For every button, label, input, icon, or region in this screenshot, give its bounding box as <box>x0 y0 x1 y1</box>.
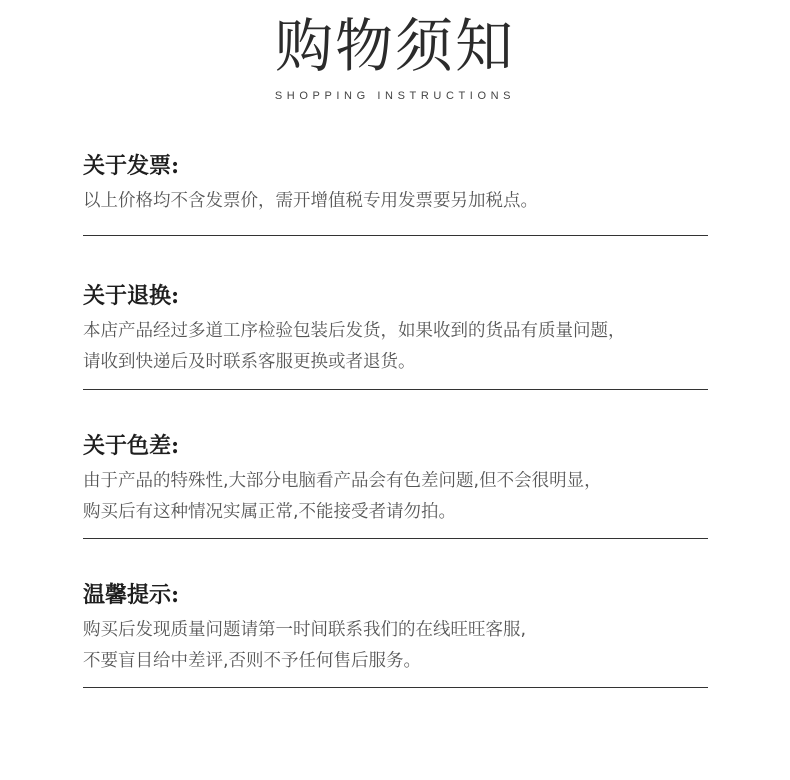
section-title-tips: 温馨提示: <box>83 582 180 608</box>
section-text-line: 由于产品的特殊性,大部分电脑看产品会有色差问题,但不会很明显， <box>83 471 602 491</box>
page-subtitle: SHOPPING INSTRUCTIONS <box>274 90 516 102</box>
section-text-line: 不要盲目给中差评,否则不予任何售后服务。 <box>83 651 422 671</box>
divider <box>83 389 708 390</box>
section-text-line: 以上价格均不含发票价，需开增值税专用发票要另加税点。 <box>83 191 538 211</box>
section-text-line: 请收到快递后及时联系客服更换或者退货。 <box>83 352 416 372</box>
divider <box>83 538 708 539</box>
section-color-difference <box>83 432 708 528</box>
section-invoice <box>83 152 708 217</box>
divider <box>83 687 708 688</box>
section-title-returns: 关于退换: <box>83 283 180 309</box>
section-text-line: 本店产品经过多道工序检验包装后发货，如果收到的货品有质量问题， <box>83 321 626 341</box>
section-text-line: 购买后有这种情况实属正常,不能接受者请勿拍。 <box>83 502 457 522</box>
page-title: 购物须知 <box>274 12 515 80</box>
section-title-color-difference: 关于色差: <box>83 433 180 459</box>
section-returns <box>83 282 708 378</box>
divider <box>83 235 708 236</box>
section-tips <box>83 581 708 677</box>
section-title-invoice: 关于发票: <box>83 153 180 179</box>
section-text-line: 购买后发现质量问题请第一时间联系我们的在线旺旺客服, <box>83 620 527 640</box>
